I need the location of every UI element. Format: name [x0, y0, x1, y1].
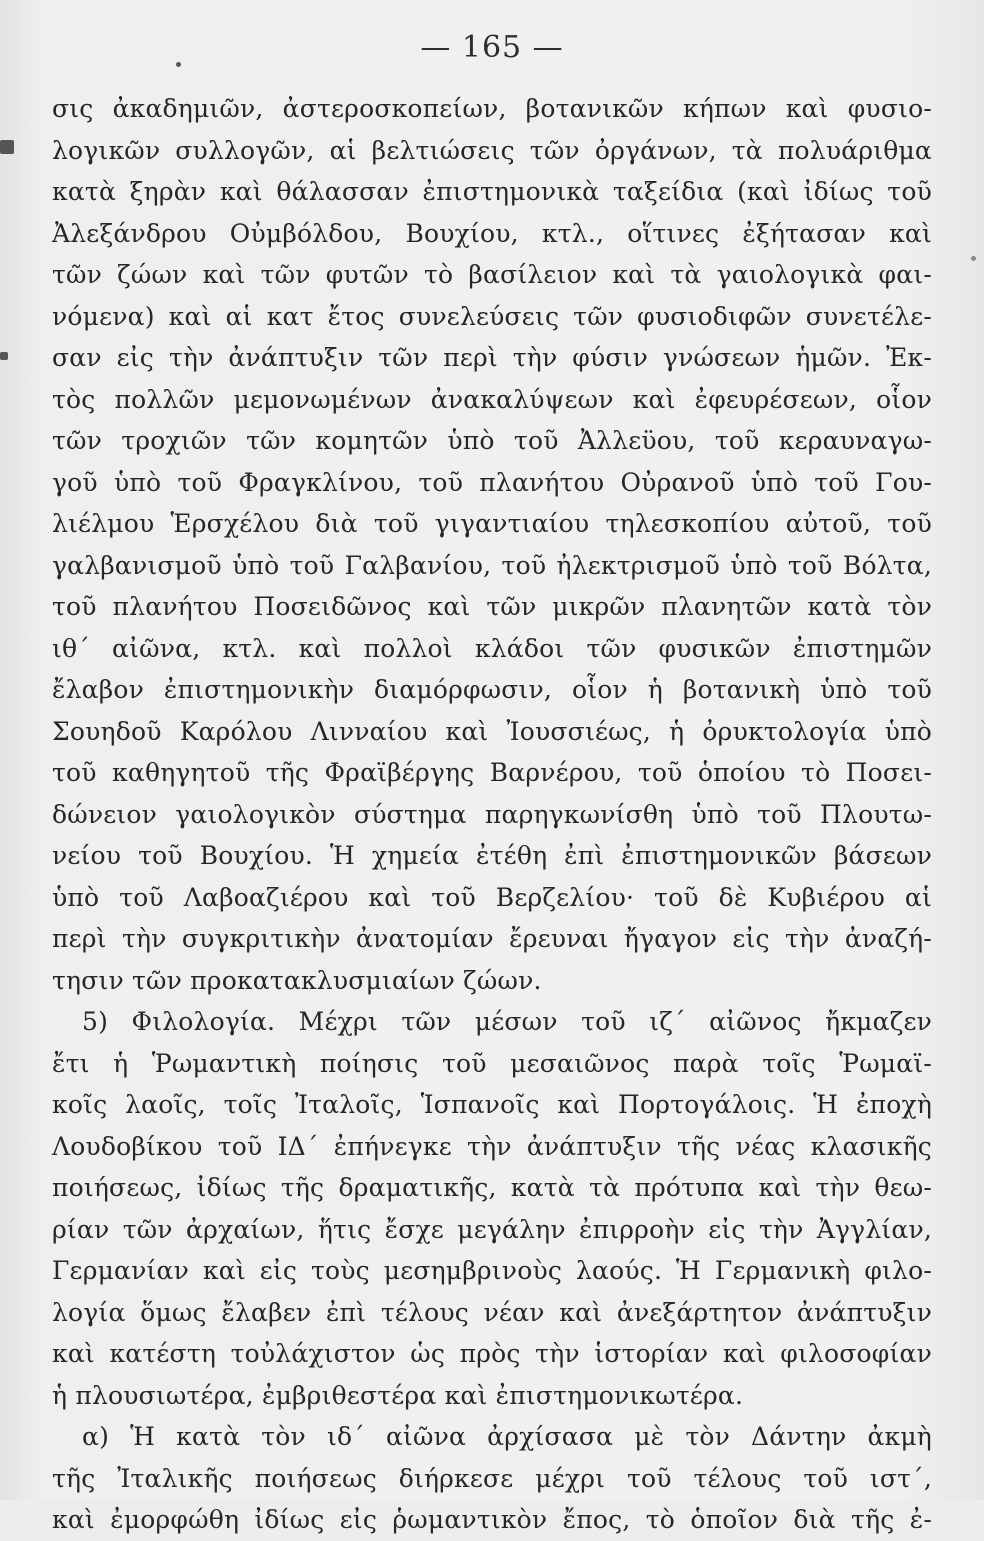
text-line: ποιήσεως, ἰδίως τῆς δραματικῆς, κατὰ τὰ πρότυπα καὶ τὴν θεω- — [52, 1173, 932, 1202]
text-line: τῆς Ἰταλικῆς ποιήσεως διήρκεσε μέχρι τοῦ τέλους τοῦ ιστ΄, — [52, 1463, 932, 1493]
text-line: γοῦ ὑπὸ τοῦ Φραγκλίνου, τοῦ πλανήτου Οὐρανοῦ ὑπὸ τοῦ Γου- — [52, 467, 932, 497]
text-line: λογικῶν συλλογῶν, αἱ βελτιώσεις τῶν ὀργάνων, τὰ πολυάριθμα — [52, 135, 932, 165]
binding-mark — [0, 352, 8, 360]
binding-mark — [0, 140, 14, 154]
text-line: ἔτι ἡ Ῥωμαντικὴ ποίησις τοῦ μεσαιῶνος παρὰ τοῖς Ῥωμαϊ- — [52, 1048, 932, 1078]
text-line: ἡ πλουσιωτέρα, ἐμβριθεστέρα καὶ ἐπιστημονικωτέρα. — [52, 1380, 744, 1410]
text-line: τῶν ζώων καὶ τῶν φυτῶν τὸ βασίλειον καὶ τὰ γαιολογικὰ φαι- — [52, 260, 932, 289]
text-line: σαν εἰς τὴν ἀνάπτυξιν τῶν περὶ τὴν φύσιν γνώσεων ἡμῶν. Ἐκ- — [52, 343, 932, 372]
text-line: ὑπὸ τοῦ Λαβοαζιέρου καὶ τοῦ Βερζελίου· τοῦ δὲ Κυβιέρου αἱ — [52, 882, 932, 912]
text-line: τῶν τροχιῶν τῶν κομητῶν ὑπὸ τοῦ Ἀλλεϋου, τοῦ κεραυναγω- — [52, 426, 932, 455]
text-line: τοῦ πλανήτου Ποσειδῶνος καὶ τῶν μικρῶν πλανητῶν κατὰ τὸν — [52, 592, 932, 621]
text-line: α) Ἡ κατὰ τὸν ιδ΄ αἰῶνα ἀρχίσασα μὲ τὸν Δάντην ἀκμὴ — [82, 1422, 932, 1451]
text-line: ἔλαβον ἐπιστημονικὴν διαμόρφωσιν, οἷον ἡ βοτανικὴ ὑπὸ τοῦ — [52, 675, 932, 704]
text-line: τὸς πολλῶν μεμονωμένων ἀνακαλύψεων καὶ ἐφευρέσεων, οἷον — [52, 384, 932, 414]
text-line: ρίαν τῶν ἀρχαίων, ἥτις ἔσχε μεγάλην ἐπιρροὴν εἰς τὴν Ἀγγλίαν, — [52, 1214, 932, 1244]
text-line: γαλβανισμοῦ ὑπὸ τοῦ Γαλβανίου, τοῦ ἠλεκτρισμοῦ ὑπὸ τοῦ Βόλτα, — [52, 550, 932, 580]
text-line: λιέλμου Ἑρσχέλου διὰ τοῦ γιγαντιαίου τηλεσκοπίου αὐτοῦ, τοῦ — [52, 509, 932, 538]
text-line: σις ἀκαδημιῶν, ἀστεροσκοπείων, βοτανικῶν κήπων καὶ φυσιο- — [52, 94, 932, 123]
text-line: δώνειον γαιολογικὸν σύστημα παρηγκωνίσθη ὑπὸ τοῦ Πλουτω- — [52, 799, 932, 829]
body-text — [52, 88, 932, 1541]
text-line: τησιν τῶν προκατακλυσμιαίων ζώων. — [52, 965, 542, 995]
text-line: κοῖς λαοῖς, τοῖς Ἰταλοῖς, Ἱσπανοῖς καὶ Πορτογάλοις. Ἡ ἐποχὴ — [52, 1090, 932, 1119]
text-line: νόμενα) καὶ αἱ κατ ἔτος συνελεύσεις τῶν φυσιοδιφῶν συνετέλε- — [52, 301, 932, 331]
text-line: ιθ΄ αἰῶνα, κτλ. καὶ πολλοὶ κλάδοι τῶν φυσικῶν ἐπιστημῶν — [52, 633, 932, 663]
text-line: περὶ τὴν συγκριτικὴν ἀνατομίαν ἔρευναι ἤγαγον εἰς τὴν ἀναζή- — [52, 924, 932, 953]
text-line: Γερμανίαν καὶ εἰς τοὺς μεσημβρινοὺς λαούς. Ἡ Γερμανικὴ φιλο- — [52, 1256, 932, 1285]
text-line: Λουδοβίκου τοῦ ΙΔ΄ ἐπήνεγκε τὴν ἀνάπτυξιν τῆς νέας κλασικῆς — [52, 1131, 932, 1161]
text-line: Ἀλεξάνδρου Οὐμβόλδου, Βουχίου, κτλ., οἵτινες ἐξήτασαν καὶ — [52, 218, 932, 248]
text-line: νείου τοῦ Βουχίου. Ἡ χημεία ἐτέθη ἐπὶ ἐπιστημονικῶν βάσεων — [52, 841, 932, 870]
text-line: Σουηδοῦ Καρόλου Λινναίου καὶ Ἰουσσιέως, ἡ ὀρυκτολογία ὑπὸ — [52, 716, 932, 746]
text-line: κατὰ ξηρὰν καὶ θάλασσαν ἐπιστημονικὰ ταξείδια (καὶ ἰδίως τοῦ — [52, 177, 932, 206]
page-number: — 165 — — [420, 30, 564, 65]
ink-dot — [971, 256, 976, 261]
text-line: 5) Φιλολογία. Μέχρι τῶν μέσων τοῦ ιζ΄ αἰῶνος ἤκμαζεν — [82, 1007, 932, 1036]
text-line: καὶ ἐμορφώθη ἰδίως εἰς ῥωμαντικὸν ἔπος, τὸ ὁποῖον διὰ τῆς ἐ- — [52, 1505, 932, 1534]
text-line: τοῦ καθηγητοῦ τῆς Φραϊβέργης Βαρνέρου, τοῦ ὁποίου τὸ Ποσει- — [52, 758, 932, 787]
text-line: λογία ὅμως ἔλαβεν ἐπὶ τέλους νέαν καὶ ἀνεξάρτητον ἀνάπτυξιν — [52, 1297, 932, 1327]
ink-dot — [176, 62, 181, 67]
text-line: καὶ κατέστη τοὐλάχιστον ὡς πρὸς τὴν ἱστορίαν καὶ φιλοσοφίαν — [52, 1339, 932, 1368]
